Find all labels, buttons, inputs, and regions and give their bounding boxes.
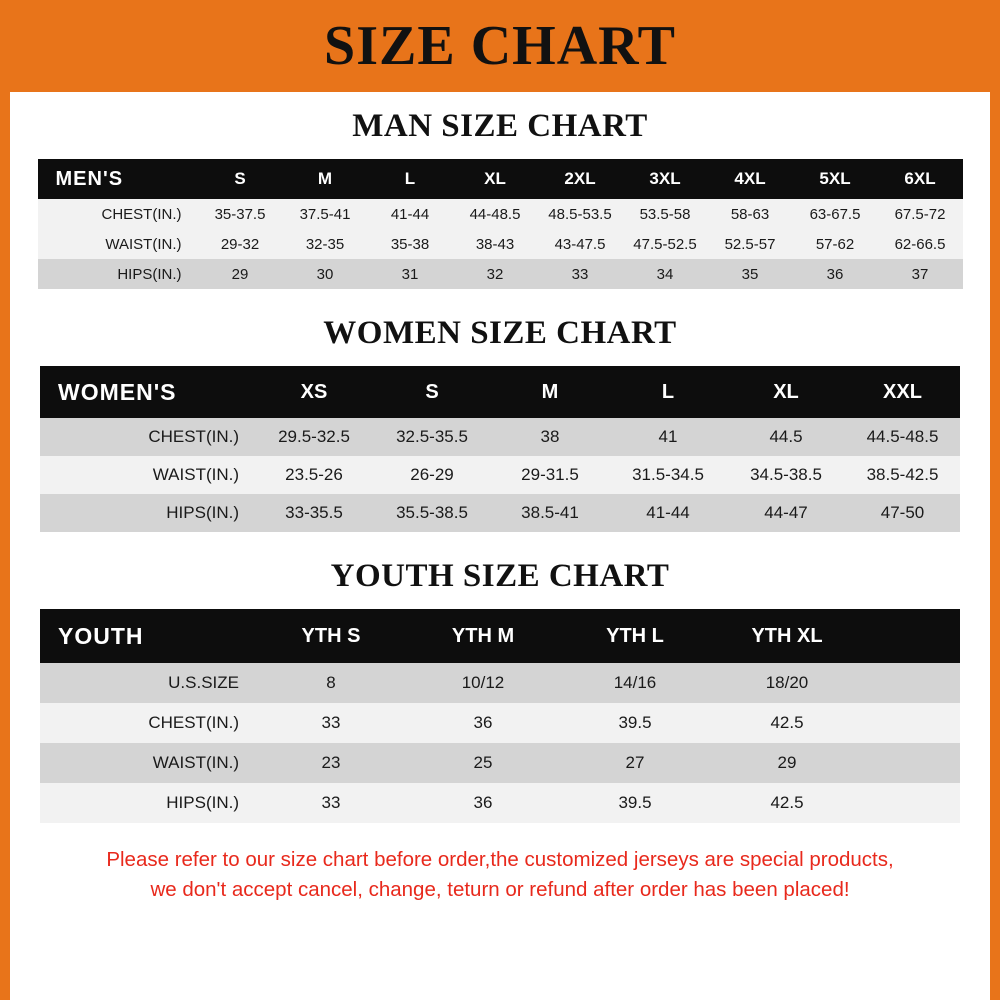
women-row-0-cell-2: 38 — [491, 418, 609, 456]
women-row-2-cell-4: 44-47 — [727, 494, 845, 532]
footer-note — [24, 845, 976, 904]
header-band — [0, 0, 1000, 92]
women-row-1-cell-1: 26-29 — [373, 456, 491, 494]
man-row-0-cell-0: 35-37.5 — [198, 199, 283, 229]
youth-size-table — [40, 609, 960, 823]
youth-header-cell-1: YTH S — [255, 609, 407, 663]
women-header-cell-3: M — [491, 366, 609, 418]
man-row-1-cell-0: 29-32 — [198, 229, 283, 259]
youth-row-3-label: HIPS(IN.) — [40, 783, 255, 823]
man-size-table — [38, 159, 963, 289]
man-header-cell-7: 4XL — [708, 159, 793, 199]
women-header-cell-4: L — [609, 366, 727, 418]
man-row-0-label: CHEST(IN.) — [38, 199, 198, 229]
man-row-1-cell-2: 35-38 — [368, 229, 453, 259]
youth-row-2-cell-3: 29 — [711, 743, 863, 783]
women-header-cell-1: XS — [255, 366, 373, 418]
women-row-1-label: WAIST(IN.) — [40, 456, 255, 494]
man-row-2-label: HIPS(IN.) — [38, 259, 198, 289]
youth-row-3-cell-0: 33 — [255, 783, 407, 823]
youth-row-2-cell-2: 27 — [559, 743, 711, 783]
man-header-cell-8: 5XL — [793, 159, 878, 199]
table-row — [40, 494, 960, 532]
youth-row-1-cell-2: 39.5 — [559, 703, 711, 743]
man-row-1-cell-8: 62-66.5 — [878, 229, 963, 259]
table-row — [40, 663, 960, 703]
women-row-0-cell-5: 44.5-48.5 — [845, 418, 960, 456]
man-header-cell-5: 2XL — [538, 159, 623, 199]
women-section-title: WOMEN SIZE CHART — [323, 315, 677, 351]
youth-row-2-cell-1: 25 — [407, 743, 559, 783]
women-row-1-cell-0: 23.5-26 — [255, 456, 373, 494]
women-row-0-cell-0: 29.5-32.5 — [255, 418, 373, 456]
women-row-0-cell-3: 41 — [609, 418, 727, 456]
youth-row-2-cell-4 — [863, 743, 960, 783]
women-size-table — [40, 366, 960, 532]
women-row-2-cell-2: 38.5-41 — [491, 494, 609, 532]
man-row-2-cell-7: 36 — [793, 259, 878, 289]
man-row-2-cell-3: 32 — [453, 259, 538, 289]
man-header-cell-2: M — [283, 159, 368, 199]
page-title: SIZE CHART — [324, 15, 676, 77]
youth-row-0-cell-2: 14/16 — [559, 663, 711, 703]
man-row-2-cell-4: 33 — [538, 259, 623, 289]
table-row — [38, 259, 963, 289]
table-row — [40, 743, 960, 783]
women-row-1-cell-3: 31.5-34.5 — [609, 456, 727, 494]
table-header-row — [40, 366, 960, 418]
youth-row-0-cell-0: 8 — [255, 663, 407, 703]
man-header-cell-4: XL — [453, 159, 538, 199]
man-row-1-cell-4: 43-47.5 — [538, 229, 623, 259]
table-row — [38, 229, 963, 259]
man-row-0-cell-5: 53.5-58 — [623, 199, 708, 229]
man-header-cell-0: MEN'S — [38, 159, 198, 199]
women-header-cell-6: XXL — [845, 366, 960, 418]
women-row-2-cell-0: 33-35.5 — [255, 494, 373, 532]
women-row-1-cell-5: 38.5-42.5 — [845, 456, 960, 494]
man-row-0-cell-2: 41-44 — [368, 199, 453, 229]
footer-note-line-1: Please refer to our size chart before order,the customized jerseys are special products, — [106, 848, 894, 871]
women-row-1-cell-2: 29-31.5 — [491, 456, 609, 494]
man-header-cell-9: 6XL — [878, 159, 963, 199]
man-row-1-cell-7: 57-62 — [793, 229, 878, 259]
man-row-2-cell-1: 30 — [283, 259, 368, 289]
man-row-0-cell-4: 48.5-53.5 — [538, 199, 623, 229]
women-header-cell-0: WOMEN'S — [40, 366, 255, 418]
youth-header-cell-2: YTH M — [407, 609, 559, 663]
youth-row-2-cell-0: 23 — [255, 743, 407, 783]
man-header-cell-3: L — [368, 159, 453, 199]
youth-section-title: YOUTH SIZE CHART — [330, 558, 670, 594]
man-row-0-cell-1: 37.5-41 — [283, 199, 368, 229]
table-row — [40, 703, 960, 743]
man-row-1-cell-6: 52.5-57 — [708, 229, 793, 259]
women-header-cell-5: XL — [727, 366, 845, 418]
man-row-2-cell-2: 31 — [368, 259, 453, 289]
man-row-1-cell-5: 47.5-52.5 — [623, 229, 708, 259]
women-row-2-cell-1: 35.5-38.5 — [373, 494, 491, 532]
man-row-0-cell-8: 67.5-72 — [878, 199, 963, 229]
man-row-0-cell-3: 44-48.5 — [453, 199, 538, 229]
youth-row-3-cell-3: 42.5 — [711, 783, 863, 823]
man-row-0-cell-7: 63-67.5 — [793, 199, 878, 229]
women-row-0-cell-1: 32.5-35.5 — [373, 418, 491, 456]
man-row-2-cell-0: 29 — [198, 259, 283, 289]
man-row-2-cell-5: 34 — [623, 259, 708, 289]
youth-row-0-cell-4 — [863, 663, 960, 703]
table-row — [40, 456, 960, 494]
table-header-row — [38, 159, 963, 199]
youth-row-0-cell-3: 18/20 — [711, 663, 863, 703]
youth-header-cell-5 — [863, 609, 960, 663]
table-row — [40, 418, 960, 456]
women-header-cell-2: S — [373, 366, 491, 418]
youth-row-1-cell-4 — [863, 703, 960, 743]
man-header-cell-6: 3XL — [623, 159, 708, 199]
man-row-2-cell-8: 37 — [878, 259, 963, 289]
youth-header-cell-3: YTH L — [559, 609, 711, 663]
table-row — [38, 199, 963, 229]
youth-row-3-cell-2: 39.5 — [559, 783, 711, 823]
man-row-0-cell-6: 58-63 — [708, 199, 793, 229]
women-row-2-cell-5: 47-50 — [845, 494, 960, 532]
man-row-2-cell-6: 35 — [708, 259, 793, 289]
youth-row-0-label: U.S.SIZE — [40, 663, 255, 703]
youth-row-0-cell-1: 10/12 — [407, 663, 559, 703]
man-header-cell-1: S — [198, 159, 283, 199]
table-header-row — [40, 609, 960, 663]
youth-row-1-label: CHEST(IN.) — [40, 703, 255, 743]
youth-row-3-cell-1: 36 — [407, 783, 559, 823]
women-row-2-cell-3: 41-44 — [609, 494, 727, 532]
women-row-2-label: HIPS(IN.) — [40, 494, 255, 532]
youth-row-2-label: WAIST(IN.) — [40, 743, 255, 783]
women-row-0-cell-4: 44.5 — [727, 418, 845, 456]
man-row-1-cell-3: 38-43 — [453, 229, 538, 259]
youth-row-1-cell-0: 33 — [255, 703, 407, 743]
man-row-1-label: WAIST(IN.) — [38, 229, 198, 259]
table-row — [40, 783, 960, 823]
women-row-1-cell-4: 34.5-38.5 — [727, 456, 845, 494]
youth-row-1-cell-1: 36 — [407, 703, 559, 743]
youth-row-1-cell-3: 42.5 — [711, 703, 863, 743]
man-section-title: MAN SIZE CHART — [352, 108, 648, 144]
youth-header-cell-0: YOUTH — [40, 609, 255, 663]
man-row-1-cell-1: 32-35 — [283, 229, 368, 259]
youth-row-3-cell-4 — [863, 783, 960, 823]
women-row-0-label: CHEST(IN.) — [40, 418, 255, 456]
footer-note-line-2: we don't accept cancel, change, teturn or refund after order has been placed! — [150, 877, 850, 901]
youth-header-cell-4: YTH XL — [711, 609, 863, 663]
